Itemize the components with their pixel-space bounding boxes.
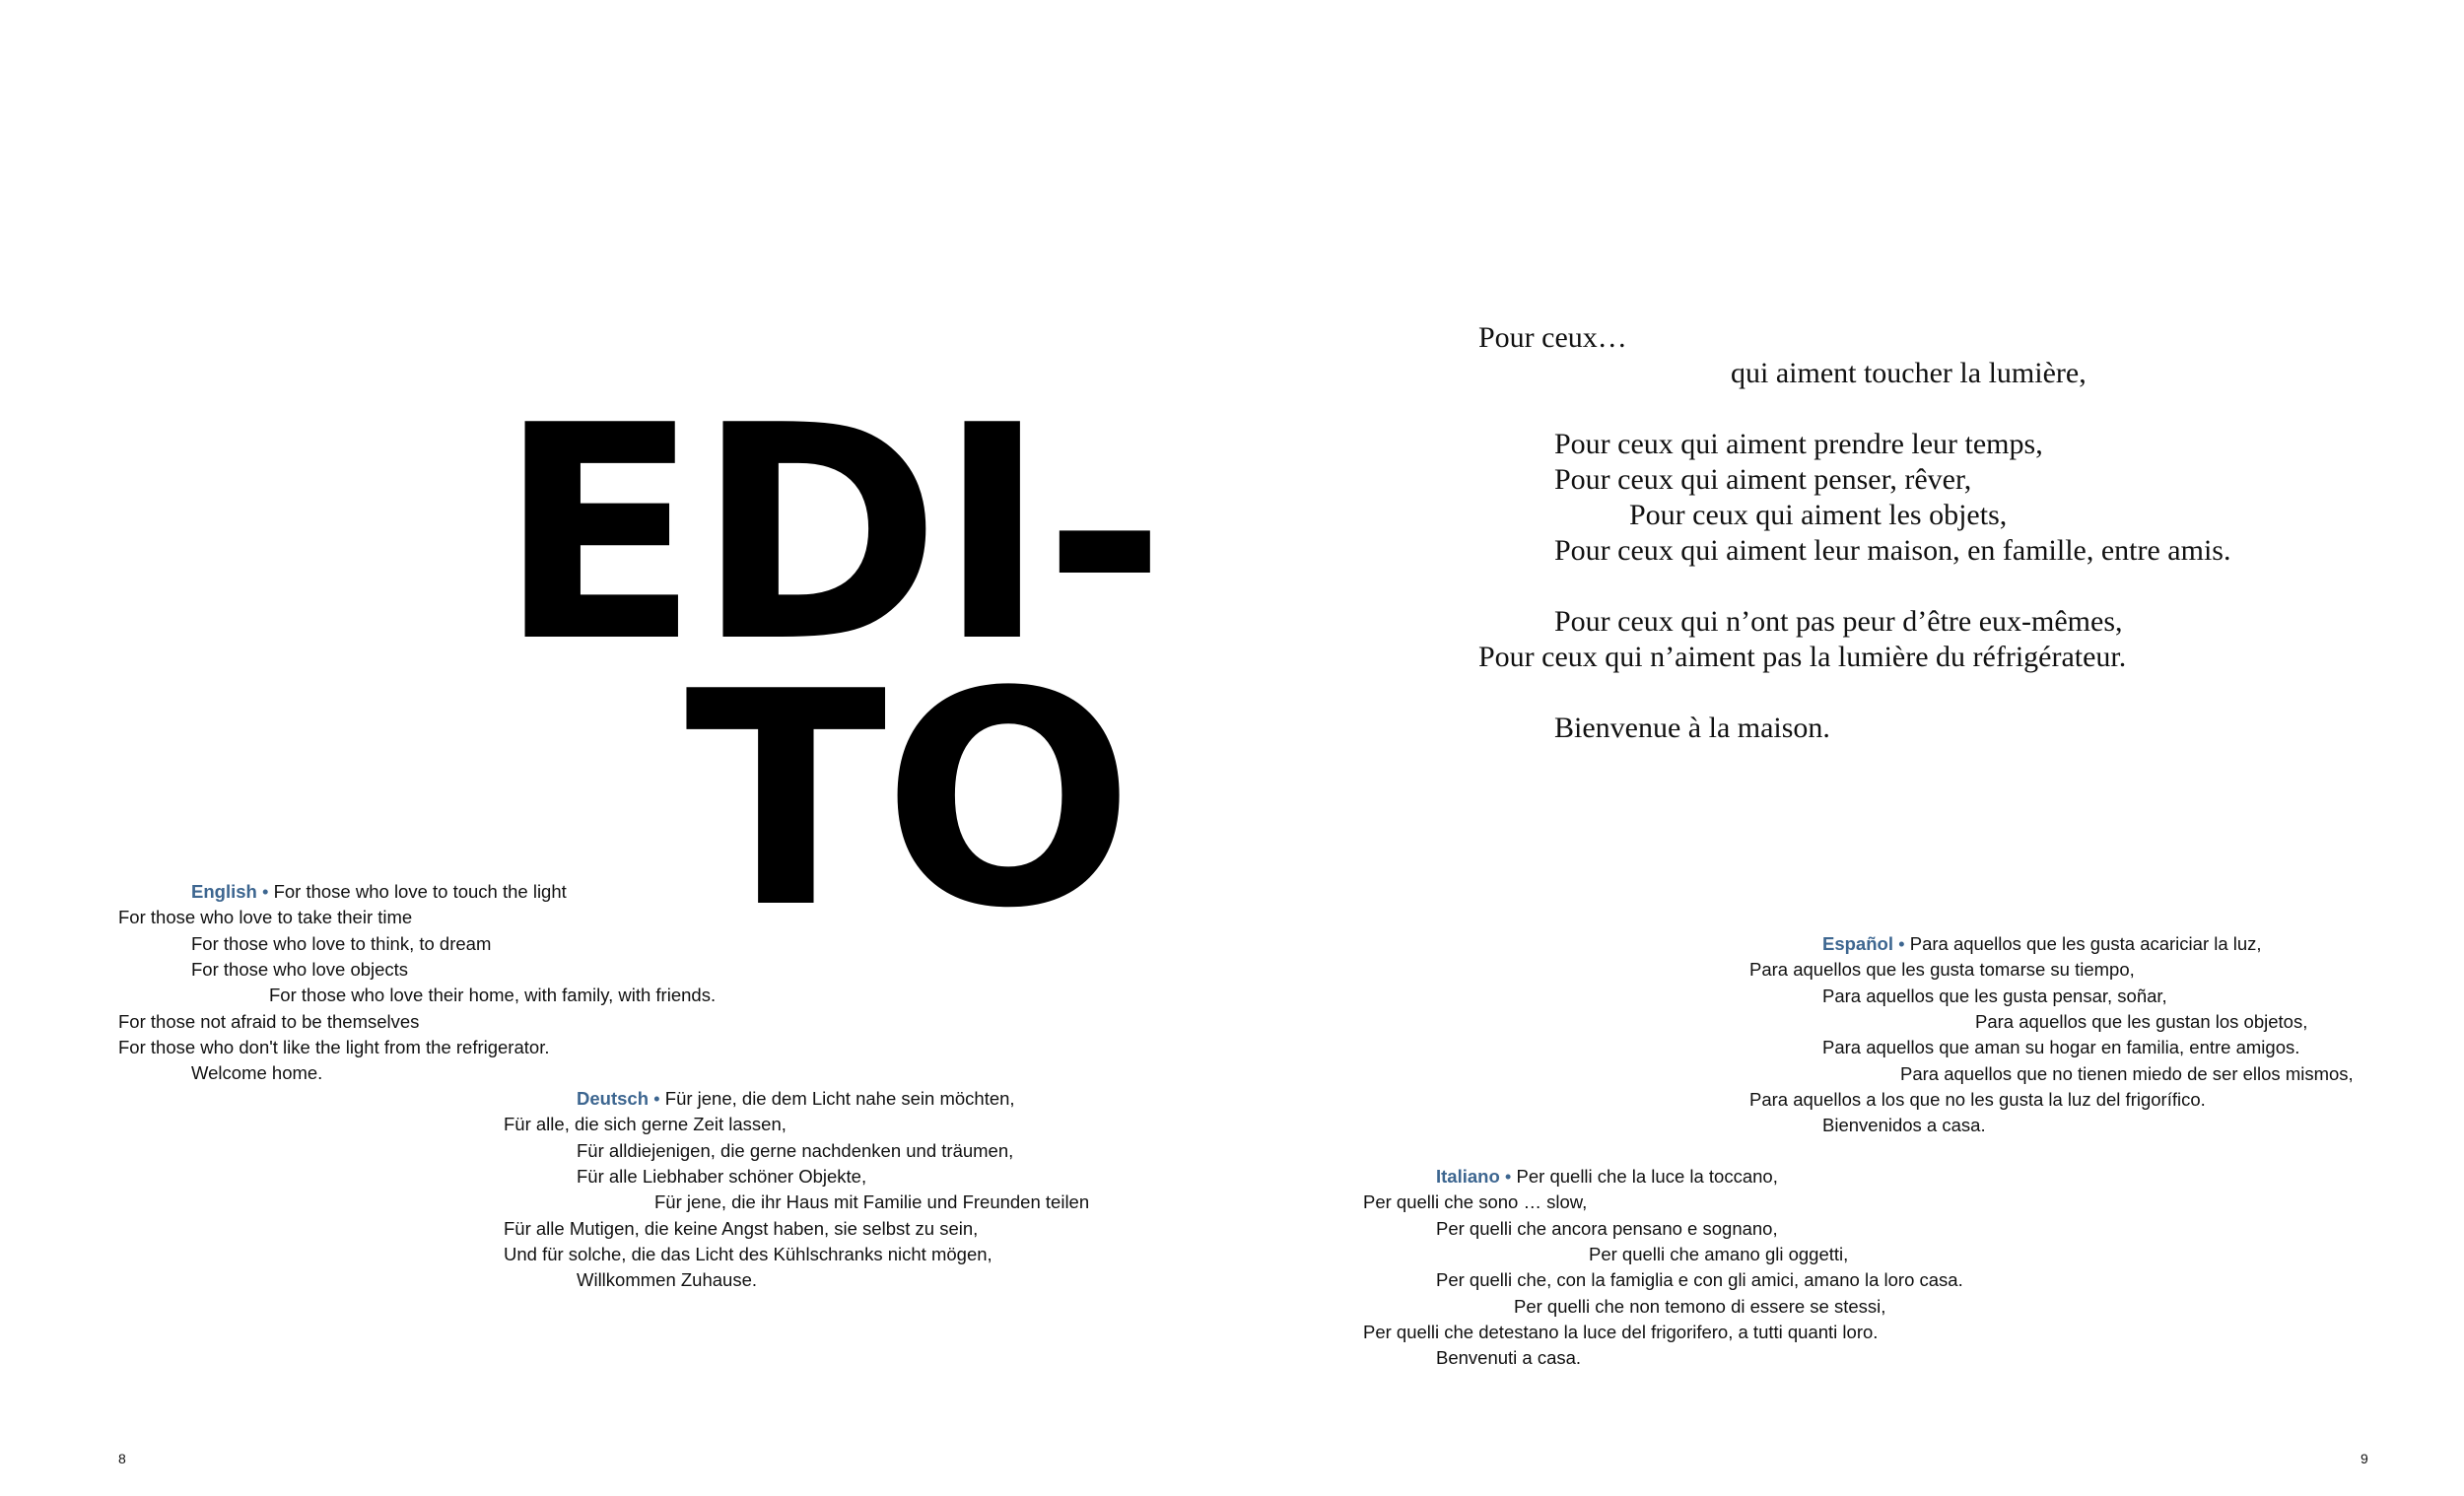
translation-line: Für alle, die sich gerne Zeit lassen, xyxy=(504,1114,787,1135)
translation-line: Para aquellos que no tienen miedo de ser ellos mismos, xyxy=(1900,1062,2354,1084)
poem-line: Pour ceux qui n’ont pas peur d’être eux-mêmes, xyxy=(1554,605,2123,638)
translation-line: For those who don't like the light from the refrigerator. xyxy=(118,1036,550,1057)
translation-line: For those who love their home, with family, with friends. xyxy=(269,985,717,1006)
language-label: English xyxy=(191,881,257,902)
edito-title-line-2: TO xyxy=(685,629,1130,973)
bullet-dot: • xyxy=(649,1088,665,1109)
poem-line: Pour ceux qui n’aiment pas la lumière du réfrigérateur. xyxy=(1478,641,2127,673)
language-label: Español xyxy=(1822,933,1893,954)
page-number-left: 8 xyxy=(118,1451,126,1466)
language-label: Deutsch xyxy=(577,1088,649,1109)
page-number-right: 9 xyxy=(2361,1451,2368,1466)
translation-line: Para aquellos que les gusta tomarse su tiempo, xyxy=(1749,959,2135,981)
translation-line: For those who love objects xyxy=(191,958,409,980)
translation-line: For those who love to take their time xyxy=(118,907,413,928)
translation-line: Per quelli che amano gli oggetti, xyxy=(1589,1243,1849,1264)
poem-line: Pour ceux qui aiment les objets, xyxy=(1629,499,2008,531)
translation-line: Para aquellos que les gusta acariciar la luz, xyxy=(1909,933,2262,954)
translation-line: Bienvenidos a casa. xyxy=(1822,1115,1986,1136)
translation-line: Für alldiejenigen, die gerne nachdenken und träumen, xyxy=(577,1139,1014,1161)
poem-line: Pour ceux… xyxy=(1478,321,1627,354)
translation-line: For those not afraid to be themselves xyxy=(118,1010,420,1032)
poem-line: Pour ceux qui aiment prendre leur temps, xyxy=(1554,428,2043,460)
translation-line: Per quelli che la luce la toccano, xyxy=(1516,1166,1778,1187)
translation-line: Benvenuti a casa. xyxy=(1436,1347,1582,1369)
translation-line: Für alle Liebhaber schöner Objekte, xyxy=(577,1165,867,1187)
bullet-dot: • xyxy=(1892,933,1910,954)
translation-line: Para aquellos a los que no les gusta la luz del frigorífico. xyxy=(1749,1088,2206,1110)
translation-line: Welcome home. xyxy=(191,1062,323,1084)
translation-line: Willkommen Zuhause. xyxy=(577,1269,758,1291)
translation-line: Für jene, die dem Licht nahe sein möchten, xyxy=(664,1088,1015,1109)
poem-line: Bienvenue à la maison. xyxy=(1554,712,1830,744)
translation-line: Per quelli che detestano la luce del frigorifero, a tutti quanti loro. xyxy=(1363,1321,1879,1342)
translation-line: Für jene, die ihr Haus mit Familie und Freunden teilen xyxy=(654,1191,1090,1213)
translation-line: For those who love to touch the light xyxy=(273,881,567,902)
translation-line: Per quelli che ancora pensano e sognano, xyxy=(1436,1217,1778,1239)
edito-title-line-1: EDI- xyxy=(498,363,1163,707)
translation-line: Für alle Mutigen, die keine Angst haben, sie selbst zu sein, xyxy=(504,1217,979,1239)
translation-line: Para aquellos que les gustan los objetos, xyxy=(1975,1010,2308,1032)
poem-line: qui aiment toucher la lumière, xyxy=(1731,357,2087,389)
translation-line: Per quelli che, con la famiglia e con gli amici, amano la loro casa. xyxy=(1436,1269,1963,1291)
translation-line: Para aquellos que aman su hogar en familia, entre amigos. xyxy=(1822,1037,2300,1058)
poem-line: Pour ceux qui aiment leur maison, en famille, entre amis. xyxy=(1554,534,2231,567)
poem-line: Pour ceux qui aiment penser, rêver, xyxy=(1554,463,1972,496)
translation-line: Per quelli che non temono di essere se stessi, xyxy=(1514,1295,1886,1317)
translation-line: Und für solche, die das Licht des Kühlschranks nicht mögen, xyxy=(504,1243,992,1264)
language-label: Italiano xyxy=(1436,1166,1500,1187)
bullet-dot: • xyxy=(256,881,274,902)
translation-line: Per quelli che sono … slow, xyxy=(1363,1191,1588,1213)
translation-line: Para aquellos que les gusta pensar, soñar, xyxy=(1822,985,2167,1006)
bullet-dot: • xyxy=(1499,1166,1517,1187)
translation-line: For those who love to think, to dream xyxy=(191,932,492,954)
